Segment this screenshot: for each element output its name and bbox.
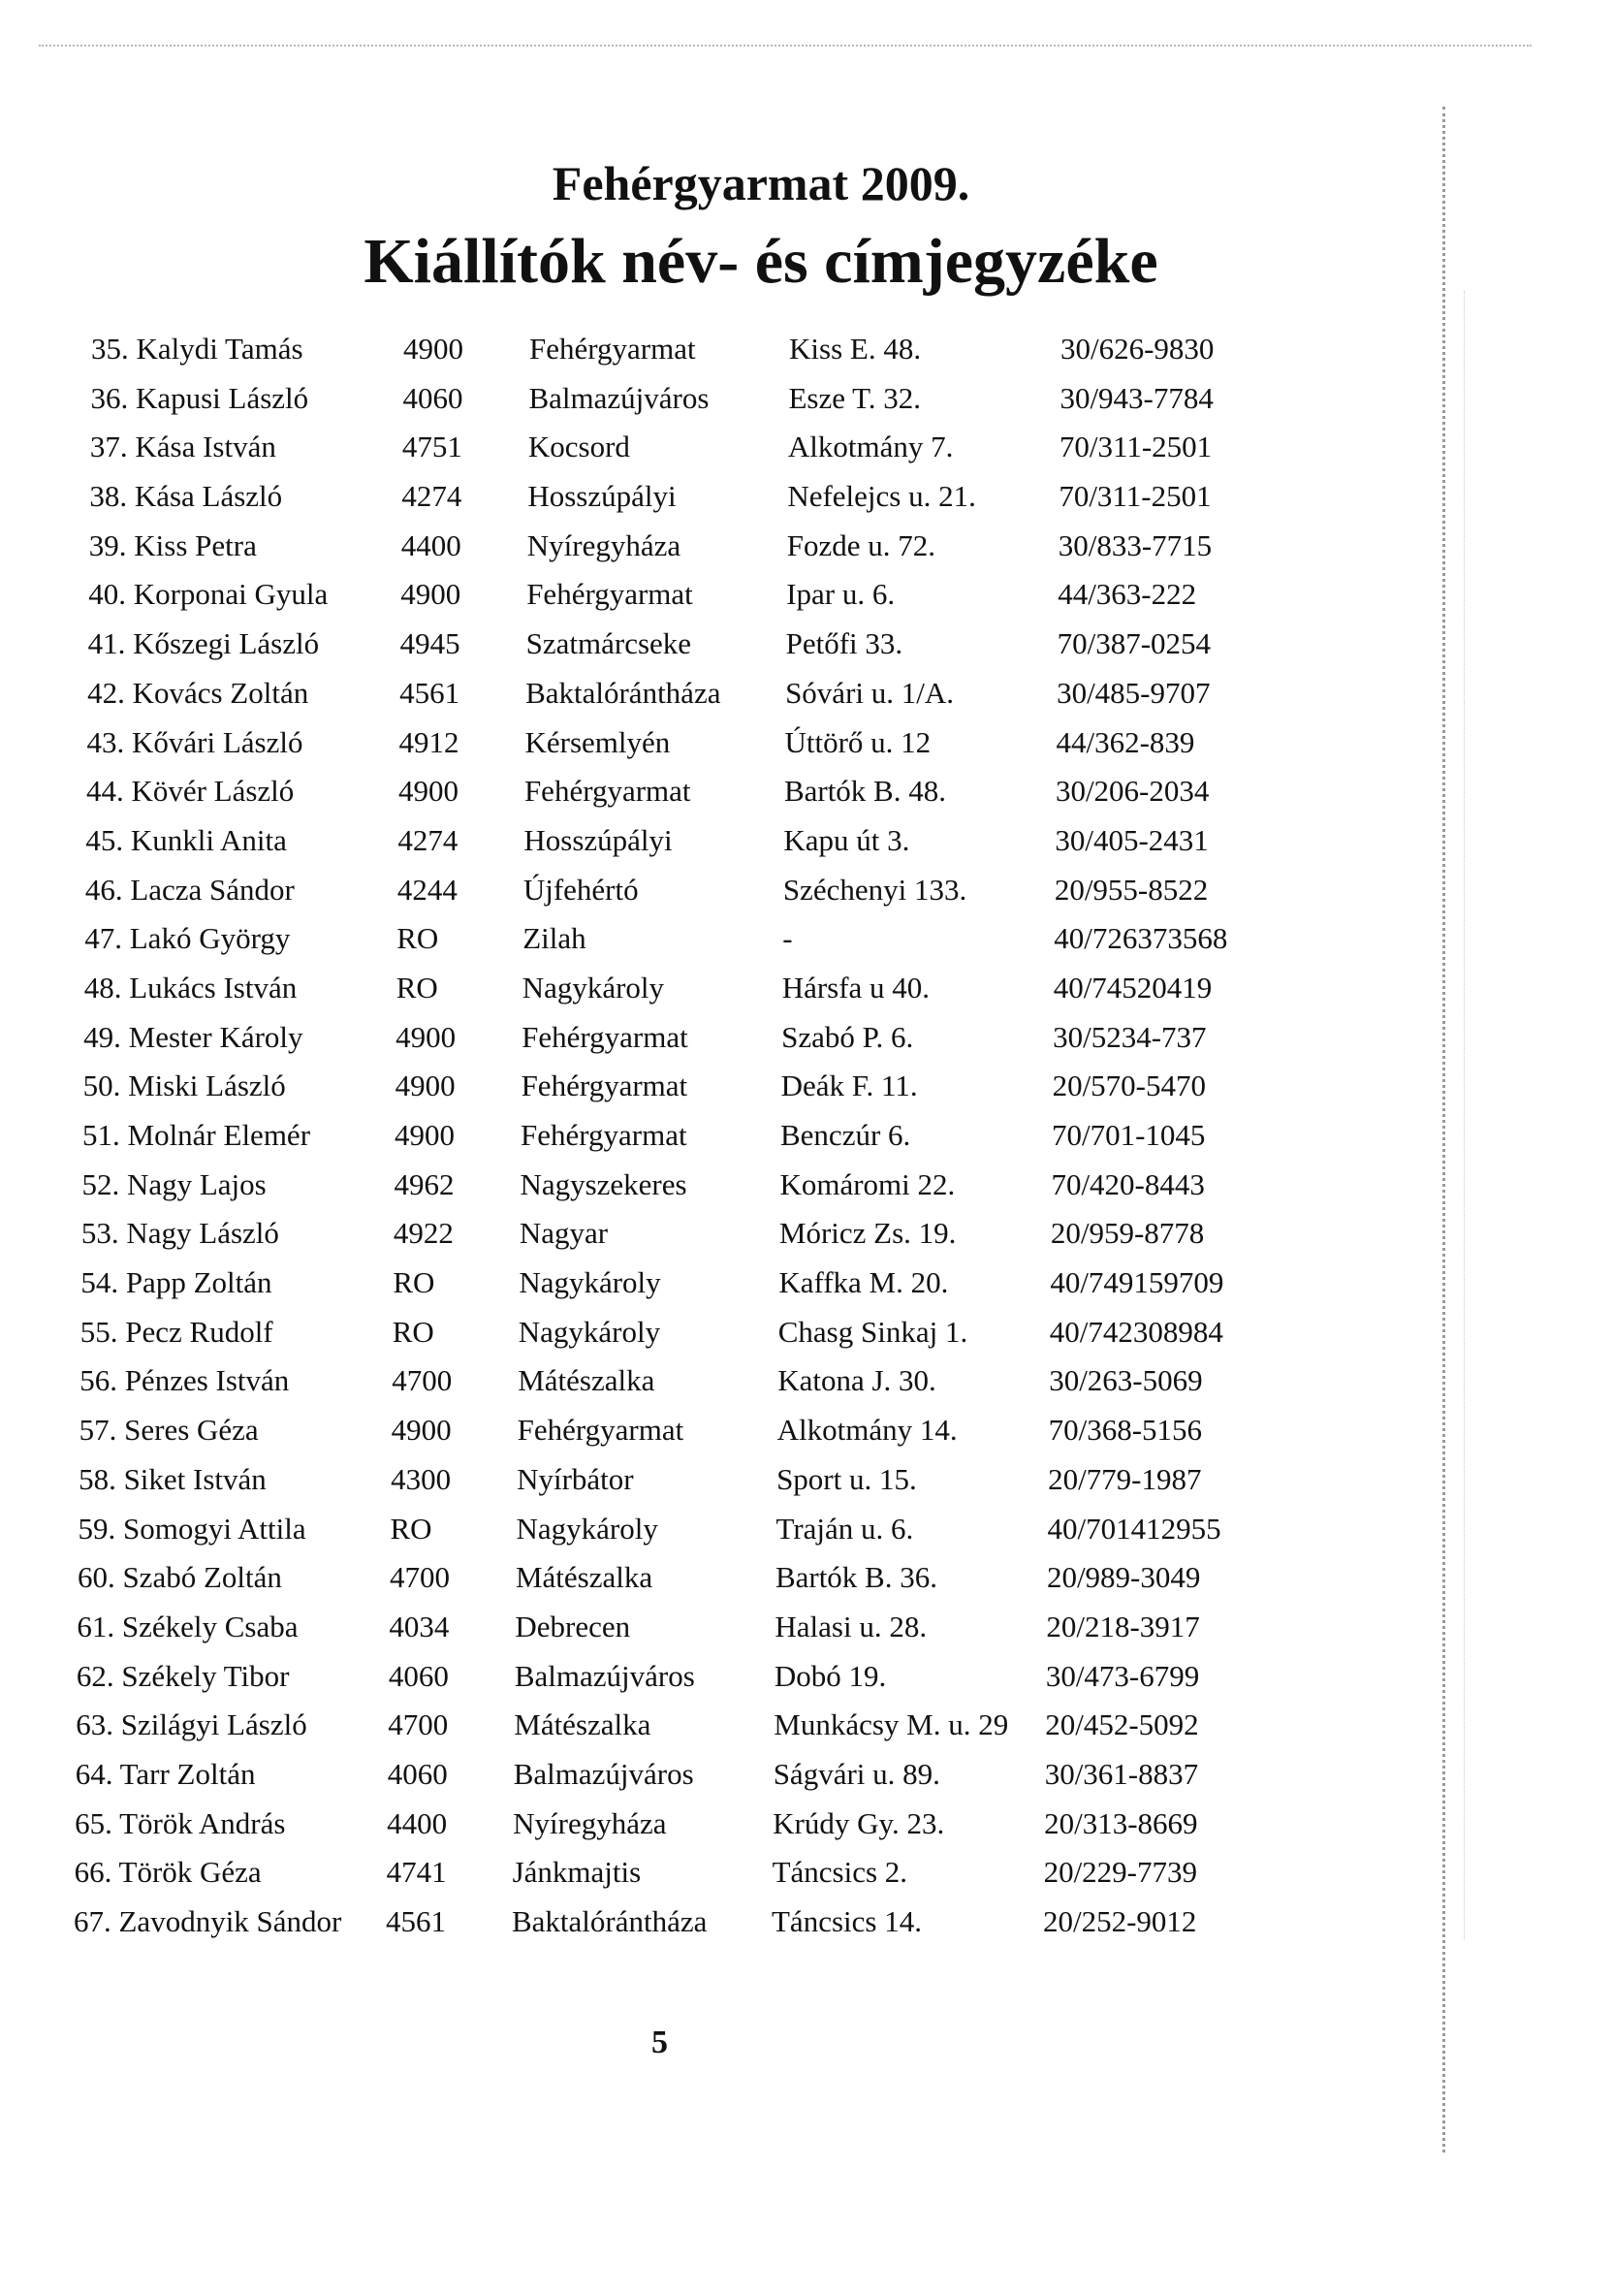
exhibitor-name: 49. Mester Károly (83, 1019, 303, 1054)
postal-code: 4900 (391, 1413, 452, 1448)
postal-code: 4400 (387, 1805, 448, 1840)
city: Fehérgyarmat (517, 1413, 684, 1448)
phone-number: 20/229-7739 (1043, 1855, 1197, 1890)
phone-number: 40/701412955 (1047, 1511, 1221, 1546)
phone-number: 30/833-7715 (1058, 527, 1213, 562)
phone-number: 40/742308984 (1049, 1314, 1223, 1349)
street-address: Ságvári u. 89. (773, 1756, 940, 1791)
street-address: Munkácsy M. u. 29 (774, 1707, 1009, 1742)
exhibitor-name: 60. Szabó Zoltán (77, 1560, 282, 1595)
postal-code: 4945 (399, 626, 460, 661)
street-address: Deák F. 11. (780, 1068, 918, 1103)
phone-number: 20/955-8522 (1054, 872, 1209, 907)
city: Fehérgyarmat (529, 332, 696, 366)
street-address: Sóvári u. 1/A. (785, 675, 954, 710)
street-address: Sport u. 15. (776, 1461, 917, 1496)
city: Debrecen (515, 1609, 631, 1643)
phone-number: 30/263-5069 (1049, 1363, 1203, 1398)
postal-code: 4700 (389, 1560, 450, 1595)
city: Kérsemlyén (524, 724, 671, 759)
street-address: Széchenyi 133. (782, 872, 967, 907)
phone-number: 30/405-2431 (1055, 822, 1209, 857)
street-address: Esze T. 32. (788, 380, 922, 415)
exhibitor-name: 43. Kővári László (86, 724, 303, 759)
exhibitor-name: 64. Tarr Zoltán (75, 1756, 256, 1791)
postal-code: 4060 (388, 1658, 449, 1693)
exhibitor-name: 62. Székely Tibor (76, 1658, 290, 1693)
exhibitor-name: 61. Székely Csaba (77, 1609, 299, 1643)
city: Fehérgyarmat (523, 774, 691, 809)
scan-border-right-faint (1464, 291, 1465, 1939)
postal-code: 4700 (388, 1707, 449, 1742)
city: Zilah (522, 921, 586, 956)
phone-number: 30/626-9830 (1060, 332, 1215, 366)
exhibitor-name: 40. Korponai Gyula (88, 577, 329, 612)
exhibitor-name: 59. Somogyi Attila (78, 1511, 306, 1546)
street-address: Móricz Zs. 19. (778, 1216, 957, 1251)
street-address: Táncsics 14. (772, 1904, 922, 1938)
exhibitor-name: 47. Lakó György (84, 921, 291, 956)
phone-number: 20/989-3049 (1046, 1560, 1201, 1595)
exhibitor-name: 50. Miski László (82, 1068, 286, 1103)
postal-code: 4962 (394, 1166, 455, 1201)
postal-code: 4561 (399, 675, 460, 710)
exhibitor-name: 52. Nagy Lajos (81, 1166, 267, 1201)
exhibitor-name: 66. Török Géza (74, 1855, 262, 1890)
street-address: Kaffka M. 20. (778, 1265, 949, 1300)
postal-code: RO (393, 1265, 435, 1300)
phone-number: 70/420-8443 (1051, 1166, 1205, 1201)
phone-number: 44/363-222 (1058, 577, 1197, 612)
city: Nyíregyháza (526, 527, 681, 562)
street-address: Szabó P. 6. (781, 1019, 914, 1054)
city: Nagykároly (518, 1314, 661, 1349)
city: Fehérgyarmat (526, 577, 693, 612)
postal-code: 4400 (400, 527, 461, 562)
phone-number: 30/943-7784 (1060, 380, 1214, 415)
postal-code: 4900 (397, 774, 459, 809)
exhibitor-name: 35. Kalydi Tamás (91, 332, 303, 366)
street-address: Alkotmány 7. (787, 430, 954, 464)
exhibitor-name: 38. Kása László (89, 479, 283, 514)
exhibitor-name: 54. Papp Zoltán (80, 1265, 272, 1300)
exhibitor-name: 51. Molnár Elemér (82, 1118, 311, 1152)
postal-code: 4300 (391, 1461, 452, 1496)
phone-number: 44/362-839 (1056, 724, 1195, 759)
city: Fehérgyarmat (521, 1118, 687, 1152)
postal-code: 4274 (397, 822, 459, 857)
postal-code: 4900 (403, 332, 463, 366)
exhibitor-name: 57. Seres Géza (79, 1413, 259, 1448)
phone-number: 20/779-1987 (1048, 1461, 1202, 1496)
street-address: Kapu út 3. (783, 822, 910, 857)
street-address: Bartók B. 36. (775, 1560, 937, 1595)
postal-code: 4244 (396, 872, 458, 907)
exhibitor-name: 56. Pénzes István (79, 1363, 290, 1398)
scan-border-right (1442, 107, 1445, 2152)
city: Fehérgyarmat (521, 1068, 688, 1103)
city: Balmazújváros (513, 1756, 694, 1791)
phone-number: 30/485-9707 (1057, 675, 1211, 710)
city: Mátészalka (514, 1707, 651, 1742)
street-address: Úttörő u. 12 (784, 724, 932, 759)
phone-number: 30/473-6799 (1045, 1658, 1200, 1693)
street-address: Krúdy Gy. 23. (773, 1805, 945, 1840)
exhibitor-name: 39. Kiss Petra (88, 527, 257, 562)
city: Nagyar (519, 1216, 609, 1251)
street-address: Petőfi 33. (785, 626, 903, 661)
postal-code: 4900 (395, 1019, 457, 1054)
phone-number: 20/959-8778 (1050, 1216, 1205, 1251)
phone-number: 20/452-5092 (1045, 1707, 1199, 1742)
city: Nagykároly (516, 1511, 658, 1546)
postal-code: 4561 (386, 1904, 446, 1938)
street-address: Benczúr 6. (780, 1118, 911, 1152)
postal-code: 4060 (402, 380, 463, 415)
postal-code: 4700 (392, 1363, 453, 1398)
phone-number: 30/5234-737 (1053, 1019, 1207, 1054)
phone-number: 70/701-1045 (1052, 1118, 1206, 1152)
document-title: Kiállítók név- és címjegyzéke (364, 226, 1158, 297)
street-address: Bartók B. 48. (783, 774, 946, 809)
city: Szatmárcseke (525, 626, 692, 661)
phone-number: 70/368-5156 (1048, 1413, 1203, 1448)
street-address: Chasg Sinkaj 1. (777, 1314, 968, 1349)
postal-code: RO (395, 970, 438, 1004)
phone-number: 30/361-8837 (1044, 1756, 1199, 1791)
document-year-heading: Fehérgyarmat 2009. (552, 156, 970, 210)
postal-code: 4900 (395, 1118, 455, 1152)
city: Nagyszekeres (520, 1166, 687, 1201)
street-address: Komáromi 22. (779, 1166, 956, 1201)
postal-code: RO (392, 1314, 434, 1349)
street-address: - (782, 921, 793, 956)
postal-code: 4912 (398, 724, 459, 759)
city: Hosszúpályi (523, 822, 673, 857)
city: Hosszúpályi (527, 479, 677, 514)
exhibitor-name: 67. Zavodnyik Sándor (74, 1904, 342, 1938)
postal-code: 4900 (400, 577, 461, 612)
phone-number: 20/218-3917 (1046, 1609, 1200, 1643)
street-address: Halasi u. 28. (775, 1609, 928, 1643)
city: Újfehértó (522, 872, 639, 907)
postal-code: 4751 (401, 430, 462, 464)
exhibitor-name: 48. Lukács István (83, 970, 298, 1004)
phone-number: 30/206-2034 (1055, 774, 1210, 809)
postal-code: 4274 (401, 479, 462, 514)
city: Nyírbátor (517, 1461, 634, 1496)
city: Kocsord (527, 430, 630, 464)
exhibitor-name: 53. Nagy László (80, 1216, 279, 1251)
street-address: Nefelejcs u. 21. (787, 479, 976, 514)
exhibitor-name: 58. Siket István (79, 1461, 267, 1496)
phone-number: 40/726373568 (1054, 921, 1228, 956)
exhibitor-name: 44. Kövér László (85, 774, 295, 809)
city: Balmazújváros (514, 1658, 695, 1693)
scan-border-top (39, 45, 1532, 47)
phone-number: 70/387-0254 (1057, 626, 1212, 661)
street-address: Traján u. 6. (775, 1511, 914, 1546)
city: Nagykároly (522, 970, 665, 1004)
exhibitor-name: 55. Pecz Rudolf (79, 1314, 273, 1349)
city: Fehérgyarmat (522, 1019, 688, 1054)
phone-number: 40/74520419 (1053, 970, 1213, 1004)
exhibitor-name: 46. Lacza Sándor (84, 872, 295, 907)
city: Nagykároly (519, 1265, 661, 1300)
city: Nyíregyháza (513, 1805, 667, 1840)
exhibitor-name: 36. Kapusi László (90, 380, 309, 415)
exhibitor-name: 45. Kunkli Anita (85, 822, 287, 857)
exhibitor-name: 65. Török András (75, 1805, 286, 1840)
page-number: 5 (651, 2025, 668, 2060)
street-address: Kiss E. 48. (789, 332, 922, 366)
postal-code: 4900 (395, 1068, 456, 1103)
postal-code: 4741 (386, 1855, 447, 1890)
street-address: Táncsics 2. (772, 1855, 908, 1890)
postal-code: 4034 (389, 1609, 450, 1643)
phone-number: 70/311-2501 (1059, 479, 1212, 514)
postal-code: 4922 (393, 1216, 454, 1251)
city: Baktalórántháza (525, 675, 721, 710)
city: Baktalórántháza (512, 1904, 708, 1938)
exhibitor-name: 37. Kása István (89, 430, 276, 464)
postal-code: RO (396, 921, 439, 956)
street-address: Hársfa u 40. (781, 970, 931, 1004)
city: Mátészalka (515, 1560, 653, 1595)
street-address: Katona J. 30. (777, 1363, 936, 1398)
phone-number: 20/252-9012 (1043, 1904, 1197, 1938)
postal-code: 4060 (387, 1756, 448, 1791)
city: Mátészalka (518, 1363, 655, 1398)
street-address: Fozde u. 72. (786, 527, 936, 562)
city: Jánkmajtis (512, 1855, 642, 1890)
exhibitor-name: 63. Szilágyi László (76, 1707, 307, 1742)
phone-number: 70/311-2501 (1059, 430, 1213, 464)
exhibitor-name: 41. Kőszegi László (87, 626, 320, 661)
phone-number: 20/313-8669 (1044, 1805, 1198, 1840)
street-address: Dobó 19. (774, 1658, 887, 1693)
phone-number: 40/749159709 (1050, 1265, 1224, 1300)
street-address: Alkotmány 14. (776, 1413, 958, 1448)
phone-number: 20/570-5470 (1052, 1068, 1206, 1103)
exhibitor-name: 42. Kovács Zoltán (87, 675, 309, 710)
city: Balmazújváros (528, 380, 710, 415)
street-address: Ipar u. 6. (786, 577, 896, 612)
postal-code: RO (390, 1511, 432, 1546)
